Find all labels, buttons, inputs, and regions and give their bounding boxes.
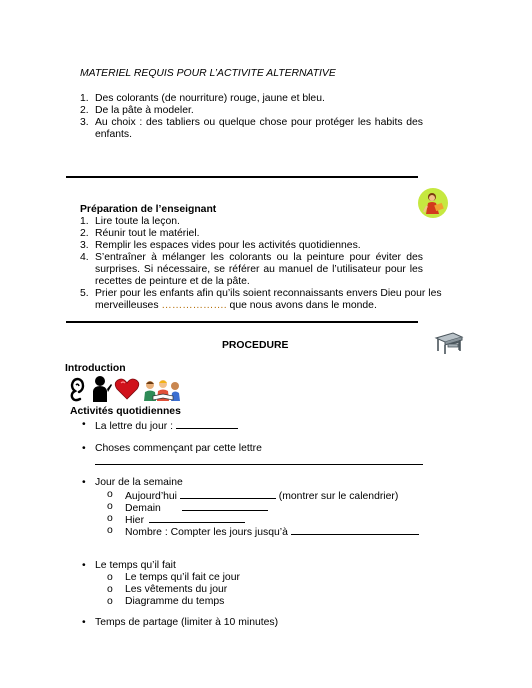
- section-divider-2: [66, 321, 418, 323]
- school-desk-icon: [433, 329, 465, 355]
- prep-item-4-line1: S’entraîner à mélanger les colorants ou la peinture pour éviter des: [95, 252, 423, 263]
- hier-blank[interactable]: [149, 513, 245, 523]
- choses-blank[interactable]: [95, 464, 423, 465]
- jour-label: Jour de la semaine: [95, 477, 183, 488]
- bullet: •: [82, 477, 86, 488]
- prep-num-4: 4.: [80, 252, 89, 263]
- children-reading-icon: [141, 379, 183, 403]
- materiel-item-3-line1: Au choix : des tabliers ou quelque chose pour protéger les habits des: [95, 117, 423, 128]
- procedure-title: PROCEDURE: [222, 340, 289, 351]
- bullet: •: [82, 617, 86, 628]
- sub-bullet: o: [107, 584, 113, 595]
- aujourdhui-label: Aujourd’hui: [125, 491, 177, 502]
- prep-num-5: 5.: [80, 288, 89, 299]
- bullet: •: [82, 419, 86, 430]
- materiel-item-3-line2: enfants.: [95, 129, 132, 140]
- materiel-item-2: De la pâte à modeler.: [95, 105, 194, 116]
- introduction-heading: Introduction: [65, 363, 126, 374]
- prep-item-5-dots: ……………….: [161, 300, 227, 311]
- sub-bullet: o: [107, 525, 113, 536]
- temps-item-1: Le temps qu’il fait ce jour: [125, 572, 240, 583]
- materiel-num-2: 2.: [80, 105, 89, 116]
- prep-item-1: Lire toute la leçon.: [95, 216, 180, 227]
- materiel-num-3: 3.: [80, 117, 89, 128]
- temps-item-2: Les vêtements du jour: [125, 584, 228, 595]
- sub-bullet: o: [107, 489, 113, 500]
- praying-child-icon: [88, 375, 114, 403]
- section-divider-1: [66, 176, 418, 178]
- prep-item-3: Remplir les espaces vides pour les activités quotidiennes.: [95, 240, 361, 251]
- sub-bullet: o: [107, 596, 113, 607]
- bullet: •: [82, 560, 86, 571]
- heart-icon: [114, 377, 140, 401]
- lettre-label: La lettre du jour :: [95, 421, 173, 432]
- teacher-icon: [417, 187, 449, 219]
- prep-item-2: Réunir tout le matériel.: [95, 228, 200, 239]
- nombre-label: Nombre : Compter les jours jusqu’à: [125, 527, 288, 538]
- prep-item-4-line3: recettes de peinture et de la pâte.: [95, 276, 250, 287]
- materiel-item-1: Des colorants (de nourriture) rouge, jaune et bleu.: [95, 93, 325, 104]
- nombre-blank[interactable]: [291, 525, 419, 535]
- bullet: •: [82, 443, 86, 454]
- partage-label: Temps de partage (limiter à 10 minutes): [95, 617, 279, 628]
- ear-icon: [66, 377, 86, 403]
- prep-num-2: 2.: [80, 228, 89, 239]
- choses-label: Choses commençant par cette lettre: [95, 443, 262, 454]
- demain-blank[interactable]: [182, 501, 268, 511]
- aujourdhui-blank[interactable]: [180, 489, 276, 499]
- activites-heading: Activités quotidiennes: [70, 406, 181, 417]
- calendrier-note: (montrer sur le calendrier): [278, 491, 399, 502]
- temps-item-3: Diagramme du temps: [125, 596, 225, 607]
- prep-item-5-post: que nous avons dans le monde.: [229, 300, 377, 311]
- materiel-num-1: 1.: [80, 93, 89, 104]
- temps-label: Le temps qu’il fait: [95, 560, 176, 571]
- prep-item-5-pre: merveilleuses: [95, 300, 159, 311]
- sub-bullet: o: [107, 572, 113, 583]
- sub-bullet: o: [107, 513, 113, 524]
- sub-bullet: o: [107, 501, 113, 512]
- preparation-title: Préparation de l’enseignant: [80, 204, 217, 215]
- lettre-blank[interactable]: [176, 419, 238, 429]
- prep-item-5-line2: [95, 300, 377, 312]
- prep-item-4-line2: surprises. Si nécessaire, se référer au manuel de l’utilisateur pour les: [95, 264, 423, 275]
- nombre-row: [125, 525, 419, 539]
- prep-num-1: 1.: [80, 216, 89, 227]
- prep-num-3: 3.: [80, 240, 89, 251]
- materiel-title: MATERIEL REQUIS POUR L’ACTIVITE ALTERNATIVE: [80, 68, 336, 79]
- demain-label: Demain: [125, 503, 161, 514]
- hier-label: Hier: [125, 515, 145, 526]
- lettre-du-jour: [95, 419, 238, 433]
- prep-item-5-line1: Prier pour les enfants afin qu’ils soient reconnaissants envers Dieu pour les: [95, 288, 442, 299]
